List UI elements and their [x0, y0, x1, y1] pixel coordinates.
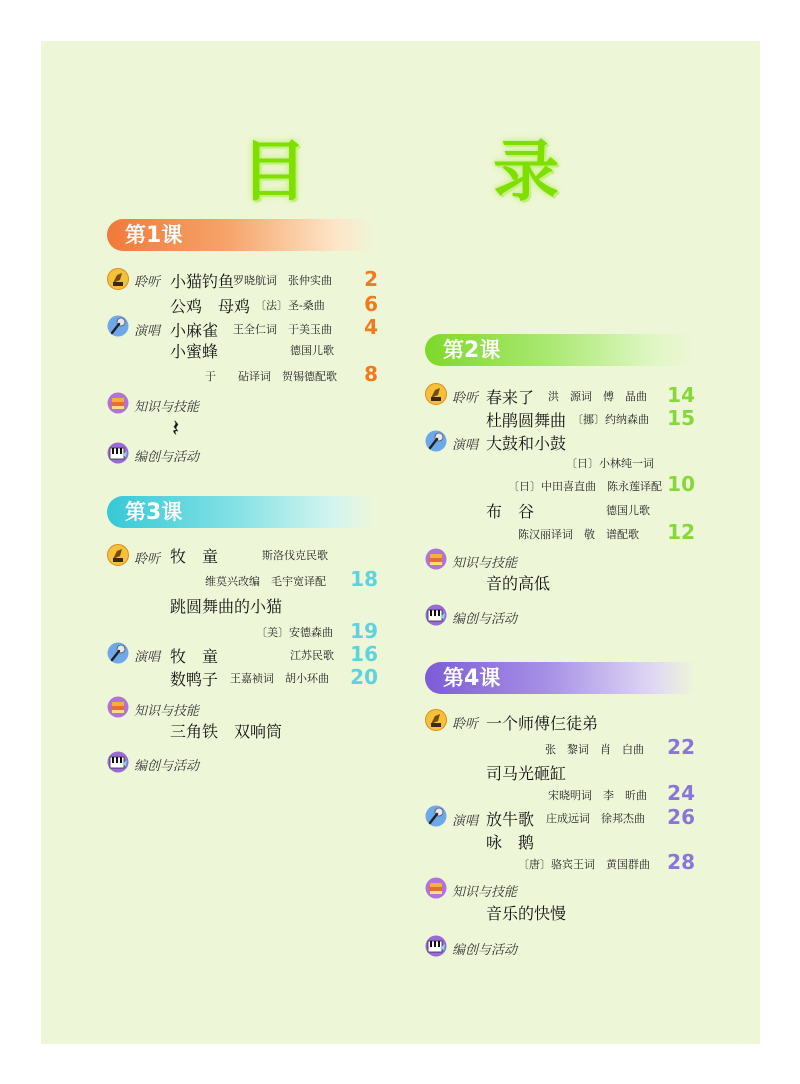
song-credit: 〔挪〕约纳森曲 — [572, 413, 649, 426]
song-credit: 〔法〕圣-桑曲 — [255, 299, 325, 312]
knowledge-label: 知识与技能 — [452, 556, 518, 571]
page-number[interactable]: 16 — [350, 642, 378, 666]
song-credit: 维莫兴改编 毛宇宽译配 — [205, 575, 326, 588]
lesson-1-banner — [107, 219, 377, 251]
lesson-1-banner-num: 1 — [146, 223, 162, 248]
page-title: 目 录 — [241, 133, 619, 210]
microphone-icon — [425, 430, 447, 452]
page-number[interactable]: 6 — [364, 292, 378, 316]
page-number[interactable]: 14 — [667, 383, 695, 407]
rest-symbol-icon: 𝄽 — [172, 414, 180, 442]
microphone-icon — [107, 315, 129, 337]
create-label: 编创与活动 — [452, 943, 518, 958]
lesson-2-banner-num: 2 — [464, 338, 480, 363]
gramophone-icon — [425, 709, 447, 731]
song-title[interactable]: 杜鹃圆舞曲 — [486, 411, 567, 430]
song-title[interactable]: 牧 童 — [170, 647, 219, 666]
gramophone-icon — [107, 268, 129, 290]
song-title[interactable]: 小猫钓鱼 — [170, 272, 235, 291]
song-credit: 江苏民歌 — [290, 649, 334, 662]
song-credit: 德国儿歌 — [290, 344, 334, 357]
page-number[interactable]: 19 — [350, 619, 378, 643]
sing-label: 演唱 — [452, 814, 479, 829]
knowledge-label: 知识与技能 — [134, 400, 200, 415]
listen-label: 聆听 — [452, 717, 479, 732]
song-title[interactable]: 放牛歌 — [486, 810, 535, 829]
song-title[interactable]: 春来了 — [486, 388, 535, 407]
microphone-icon — [425, 805, 447, 827]
page-number[interactable]: 12 — [667, 520, 695, 544]
piano-keys-icon — [425, 604, 447, 626]
song-title[interactable]: 牧 童 — [170, 547, 219, 566]
listen-label: 聆听 — [134, 275, 161, 290]
knowledge-label: 知识与技能 — [134, 704, 200, 719]
song-title[interactable]: 数鸭子 — [170, 670, 219, 689]
page-number[interactable]: 4 — [364, 315, 378, 339]
gramophone-icon — [425, 383, 447, 405]
song-title[interactable]: 咏 鹅 — [486, 833, 535, 852]
song-credit: 〔日〕小林纯一词 — [566, 457, 654, 470]
page-number[interactable]: 26 — [667, 805, 695, 829]
piano-keys-icon — [425, 935, 447, 957]
lesson-2-banner-pre: 第 — [443, 338, 464, 362]
lesson-4-banner — [425, 662, 695, 694]
listen-label: 聆听 — [134, 552, 161, 567]
song-title[interactable]: 一个师傅仨徒弟 — [486, 714, 599, 733]
song-title[interactable]: 司马光砸缸 — [486, 764, 567, 783]
lesson-3-banner-num: 3 — [146, 500, 162, 525]
page-number[interactable]: 8 — [364, 362, 378, 386]
books-icon — [107, 696, 129, 718]
song-credit: 洪 源词 傅 晶曲 — [548, 390, 647, 403]
listen-label: 聆听 — [452, 391, 479, 406]
song-credit: 〔唐〕骆宾王词 黄国群曲 — [518, 858, 650, 871]
song-title[interactable]: 小麻雀 — [170, 321, 219, 340]
knowledge-label: 知识与技能 — [452, 885, 518, 900]
lesson-4-banner-post: 课 — [479, 666, 501, 690]
knowledge-item[interactable]: 三角铁 双响筒 — [170, 722, 283, 741]
song-credit: 德国儿歌 — [606, 504, 650, 517]
song-title[interactable]: 布 谷 — [486, 502, 535, 521]
song-credit: 于 砧译词 贺锡德配歌 — [205, 370, 337, 383]
page-number[interactable]: 22 — [667, 735, 695, 759]
lesson-3-banner — [107, 496, 377, 528]
microphone-icon — [107, 642, 129, 664]
books-icon — [425, 548, 447, 570]
song-credit: 庄成远词 徐邦杰曲 — [546, 812, 645, 825]
song-credit: 王全仁词 于美玉曲 — [233, 323, 332, 336]
song-credit: 〔美〕安德森曲 — [256, 626, 333, 639]
song-title[interactable]: 小蜜蜂 — [170, 342, 219, 361]
lesson-2-banner — [425, 334, 695, 366]
song-credit: 王嘉祯词 胡小环曲 — [230, 672, 329, 685]
page-number[interactable]: 15 — [667, 406, 695, 430]
page-number[interactable]: 24 — [667, 781, 695, 805]
lesson-3-banner-post: 课 — [161, 500, 183, 524]
lesson-2-banner-post: 课 — [479, 338, 501, 362]
song-credit: 陈汉丽译词 敬 谱配歌 — [518, 528, 639, 541]
gramophone-icon — [107, 544, 129, 566]
page-number[interactable]: 28 — [667, 850, 695, 874]
books-icon — [107, 392, 129, 414]
song-credit: 张 黎词 肖 白曲 — [545, 743, 644, 756]
piano-keys-icon — [107, 751, 129, 773]
song-title[interactable]: 公鸡 母鸡 — [170, 297, 251, 316]
knowledge-item[interactable]: 音乐的快慢 — [486, 904, 567, 923]
page-number[interactable]: 10 — [667, 472, 695, 496]
lesson-3-banner-pre: 第 — [125, 500, 146, 524]
song-title[interactable]: 大鼓和小鼓 — [486, 434, 567, 453]
song-credit: 宋晓明词 李 昕曲 — [548, 789, 647, 802]
page-number[interactable]: 18 — [350, 567, 378, 591]
song-title[interactable]: 跳圆舞曲的小猫 — [170, 597, 283, 616]
lesson-1-banner-pre: 第 — [125, 223, 146, 247]
lesson-4-banner-num: 4 — [464, 666, 480, 691]
create-label: 编创与活动 — [134, 450, 200, 465]
song-credit: 罗晓航词 张仲实曲 — [233, 274, 332, 287]
page-number[interactable]: 2 — [364, 267, 378, 291]
lesson-1-banner-post: 课 — [161, 223, 183, 247]
lesson-4-banner-pre: 第 — [443, 666, 464, 690]
knowledge-item[interactable]: 音的高低 — [486, 574, 551, 593]
song-credit: 〔日〕中田喜直曲 陈永莲译配 — [508, 480, 662, 493]
sing-label: 演唱 — [134, 324, 161, 339]
piano-keys-icon — [107, 442, 129, 464]
books-icon — [425, 877, 447, 899]
create-label: 编创与活动 — [452, 612, 518, 627]
song-credit: 斯洛伐克民歌 — [262, 549, 328, 562]
sing-label: 演唱 — [452, 438, 479, 453]
sing-label: 演唱 — [134, 650, 161, 665]
create-label: 编创与活动 — [134, 759, 200, 774]
page-number[interactable]: 20 — [350, 665, 378, 689]
